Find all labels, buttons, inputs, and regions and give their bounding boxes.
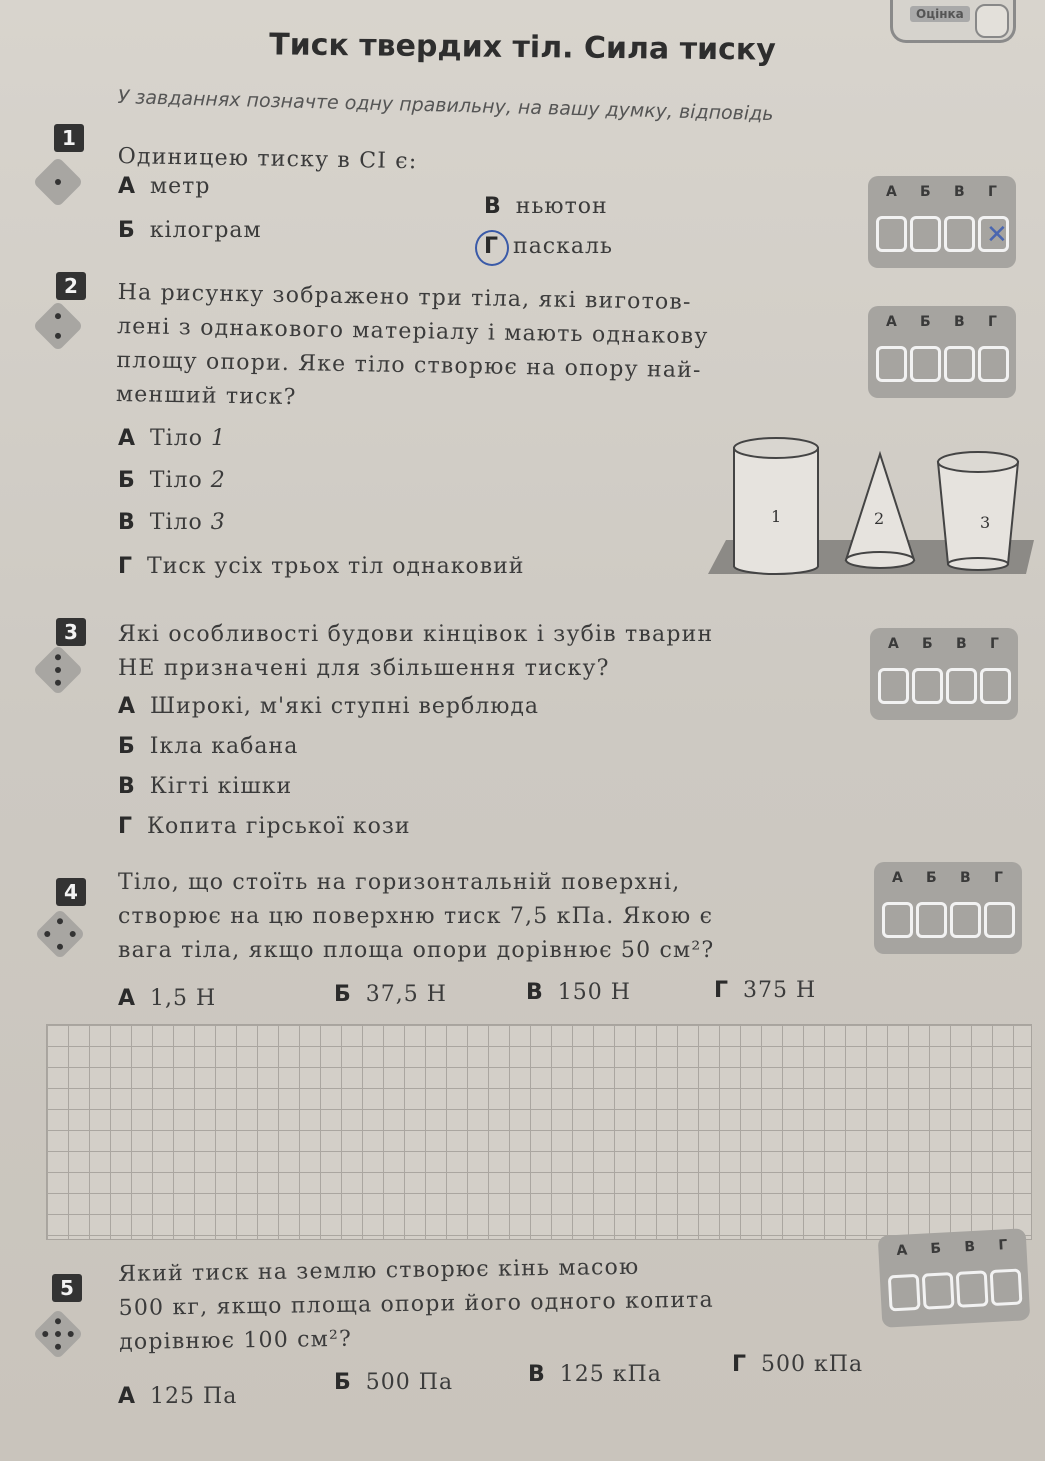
option-d[interactable]: Г Тиск усіх трьох тіл однаковий	[118, 554, 525, 579]
task-question: Які особливості будови кінцівок і зубів тварин НЕ призначені для збільшення тиску?	[118, 622, 714, 681]
option-b[interactable]: Б 37,5 Н	[334, 982, 447, 1007]
option-a[interactable]: А Широкі, м'які ступні верблюда	[118, 694, 540, 719]
option-d[interactable]: Г Копита гірської кози	[118, 814, 411, 839]
cone-body-2	[846, 454, 914, 568]
page-title: Тиск твердих тіл. Сила тиску	[269, 27, 776, 68]
grade-cell[interactable]	[975, 4, 1009, 38]
answer-cell-d[interactable]	[980, 668, 1011, 704]
difficulty-dice-icon	[33, 301, 84, 352]
answer-cell-d[interactable]	[990, 1269, 1023, 1307]
option-b[interactable]: Б Тіло 2	[118, 468, 226, 493]
difficulty-dice-icon	[35, 909, 86, 960]
option-c[interactable]: В 150 Н	[526, 980, 631, 1005]
option-c[interactable]: В Кігті кішки	[118, 774, 293, 799]
task-number: 4	[56, 878, 86, 906]
option-a[interactable]: А Тіло 1	[118, 426, 226, 451]
svg-text:3: 3	[980, 513, 991, 532]
answer-cell-b[interactable]	[912, 668, 943, 704]
task-question: Тіло, що стоїть на горизонтальній поверхні, створює на цю поверхню тиск 7,5 кПа. Якою є вага тіла, якщо площа опори дорівнює 50 см²?	[118, 870, 715, 963]
option-a[interactable]: А 125 Па	[118, 1384, 238, 1409]
answer-cell-c[interactable]	[950, 902, 981, 938]
answer-box: А Б В Г	[874, 862, 1022, 954]
answer-box: А Б В Г	[868, 306, 1016, 398]
svg-text:2: 2	[874, 509, 885, 528]
task-number: 2	[56, 272, 86, 300]
task-question: Одиницею тиску в СІ є:	[117, 143, 418, 175]
answer-cell-c[interactable]	[944, 346, 975, 382]
cross-mark-icon: ✕	[986, 220, 1008, 250]
answer-box: А Б В Г	[878, 1228, 1031, 1328]
answer-cell-b[interactable]	[910, 346, 941, 382]
task-number: 3	[56, 618, 86, 646]
answer-cell-a[interactable]	[876, 216, 907, 252]
solution-grid[interactable]	[46, 1024, 1032, 1240]
answer-cell-c[interactable]	[956, 1270, 989, 1308]
option-d[interactable]: Г 375 Н	[714, 978, 817, 1003]
cylinder-body-1	[734, 438, 818, 574]
cup-body-3	[938, 452, 1018, 570]
option-c[interactable]: В Тіло 3	[118, 510, 226, 535]
option-b[interactable]: Б 500 Па	[334, 1370, 454, 1395]
answer-cell-d[interactable]	[984, 902, 1015, 938]
difficulty-dice-icon	[33, 157, 84, 208]
answer-cell-b[interactable]	[922, 1272, 955, 1310]
answer-cell-c[interactable]	[946, 668, 977, 704]
task-question: На рисунку зображено три тіла, які виготов- лені з однакового матеріалу і мають однакову площу опори. Яке тіло створює на опору най- менший тиск?	[115, 279, 709, 411]
answer-cell-a[interactable]	[876, 346, 907, 382]
answer-cell-a[interactable]	[878, 668, 909, 704]
answer-cell-b[interactable]	[916, 902, 947, 938]
answer-cell-b[interactable]	[910, 216, 941, 252]
task-question: Який тиск на землю створює кінь масою 500 кг, якщо площа опори його одного копита дорівнює 100 см²?	[118, 1254, 715, 1355]
option-b[interactable]: Б Ікла кабана	[118, 734, 299, 759]
answer-cell-a[interactable]	[882, 902, 913, 938]
grade-label: Оцінка	[910, 6, 970, 22]
answer-cell-d[interactable]	[978, 346, 1009, 382]
difficulty-dice-icon	[33, 1309, 84, 1360]
option-a[interactable]: А 1,5 Н	[118, 986, 217, 1011]
instruction-text: У завданнях позначте одну правильну, на вашу думку, відповідь	[117, 86, 774, 126]
answer-cell-c[interactable]	[944, 216, 975, 252]
task-number: 1	[54, 124, 84, 152]
answer-cell-a[interactable]	[888, 1274, 921, 1312]
task-number: 5	[52, 1274, 82, 1302]
difficulty-dice-icon	[33, 645, 84, 696]
option-c[interactable]: В 125 кПа	[528, 1362, 662, 1387]
option-b[interactable]: Б кілограм	[118, 218, 262, 243]
svg-text:1: 1	[771, 507, 782, 526]
answer-box: А Б В Г	[870, 628, 1018, 720]
three-bodies-figure	[708, 430, 1034, 580]
option-a[interactable]: А метр	[118, 174, 211, 199]
option-d[interactable]: Г паскаль	[484, 234, 613, 259]
answer-box: А Б В Г ✕	[868, 176, 1016, 268]
option-d[interactable]: Г 500 кПа	[732, 1352, 864, 1377]
option-c[interactable]: В ньютон	[484, 194, 608, 219]
